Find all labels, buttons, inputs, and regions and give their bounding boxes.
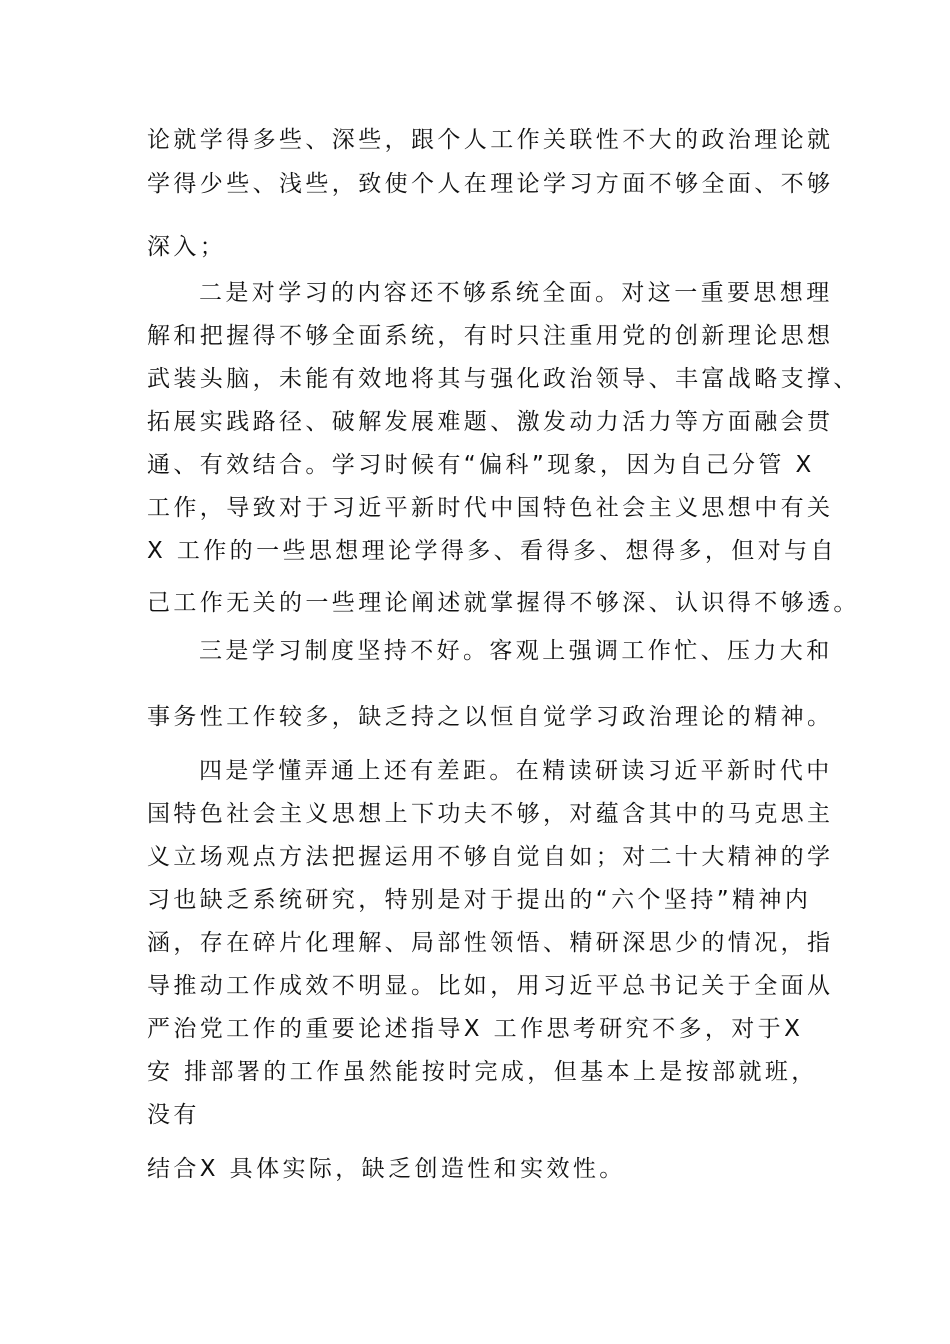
text-line: 武装头脑，未能有效地将其与强化政治领导、丰富战略支撑、 — [147, 366, 860, 392]
paragraph-start-line: 三是学习制度坚持不好。客观上强调工作忙、压力大和 — [199, 638, 833, 664]
text-line: 论就学得多些、深些，跟个人工作关联性不大的政治理论就 — [147, 127, 834, 153]
text-line: 结合X 具体实际，缺乏创造性和实效性。 — [147, 1156, 626, 1182]
text-line: 学得少些、浅些，致使个人在理论学习方面不够全面、不够 — [147, 171, 834, 197]
text-line: 深入； — [147, 234, 227, 260]
text-line: 拓展实践路径、破解发展难题、激发动力活力等方面融会贯 — [147, 409, 834, 435]
text-line: 己工作无关的一些理论阐述就掌握得不够深、认识得不够透。 — [147, 590, 860, 616]
text-line: 通、有效结合。学习时候有“偏科”现象，因为自己分管 X — [147, 452, 815, 478]
text-line: 严治党工作的重要论述指导X 工作思考研究不多，对于X — [147, 1016, 804, 1042]
text-line: 涵，存在碎片化理解、局部性领悟、精研深思少的情况，指 — [147, 930, 834, 956]
text-line: 工作，导致对于习近平新时代中国特色社会主义思想中有关 — [147, 495, 834, 521]
text-line: 解和把握得不够全面系统，有时只注重用党的创新理论思想 — [147, 323, 834, 349]
text-line: 事务性工作较多，缺乏持之以恒自觉学习政治理论的精神。 — [147, 704, 834, 730]
paragraph-start-line: 二是对学习的内容还不够系统全面。对这一重要思想理 — [199, 280, 833, 306]
text-line: 没有 — [147, 1102, 200, 1128]
text-line: 习也缺乏系统研究，特别是对于提出的“六个坚持”精神内 — [147, 887, 812, 913]
paragraph-start-line: 四是学懂弄通上还有差距。在精读研读习近平新时代中 — [199, 758, 833, 784]
text-line: X 工作的一些思想理论学得多、看得多、想得多，但对与自 — [147, 538, 837, 564]
text-line: 安 排部署的工作虽然能按时完成，但基本上是按部就班， — [147, 1059, 818, 1085]
text-line: 国特色社会主义思想上下功夫不够，对蕴含其中的马克思主 — [147, 801, 834, 827]
text-line: 导推动工作成效不明显。比如，用习近平总书记关于全面从 — [147, 973, 834, 999]
text-line: 义立场观点方法把握运用不够自觉自如；对二十大精神的学 — [147, 844, 834, 870]
